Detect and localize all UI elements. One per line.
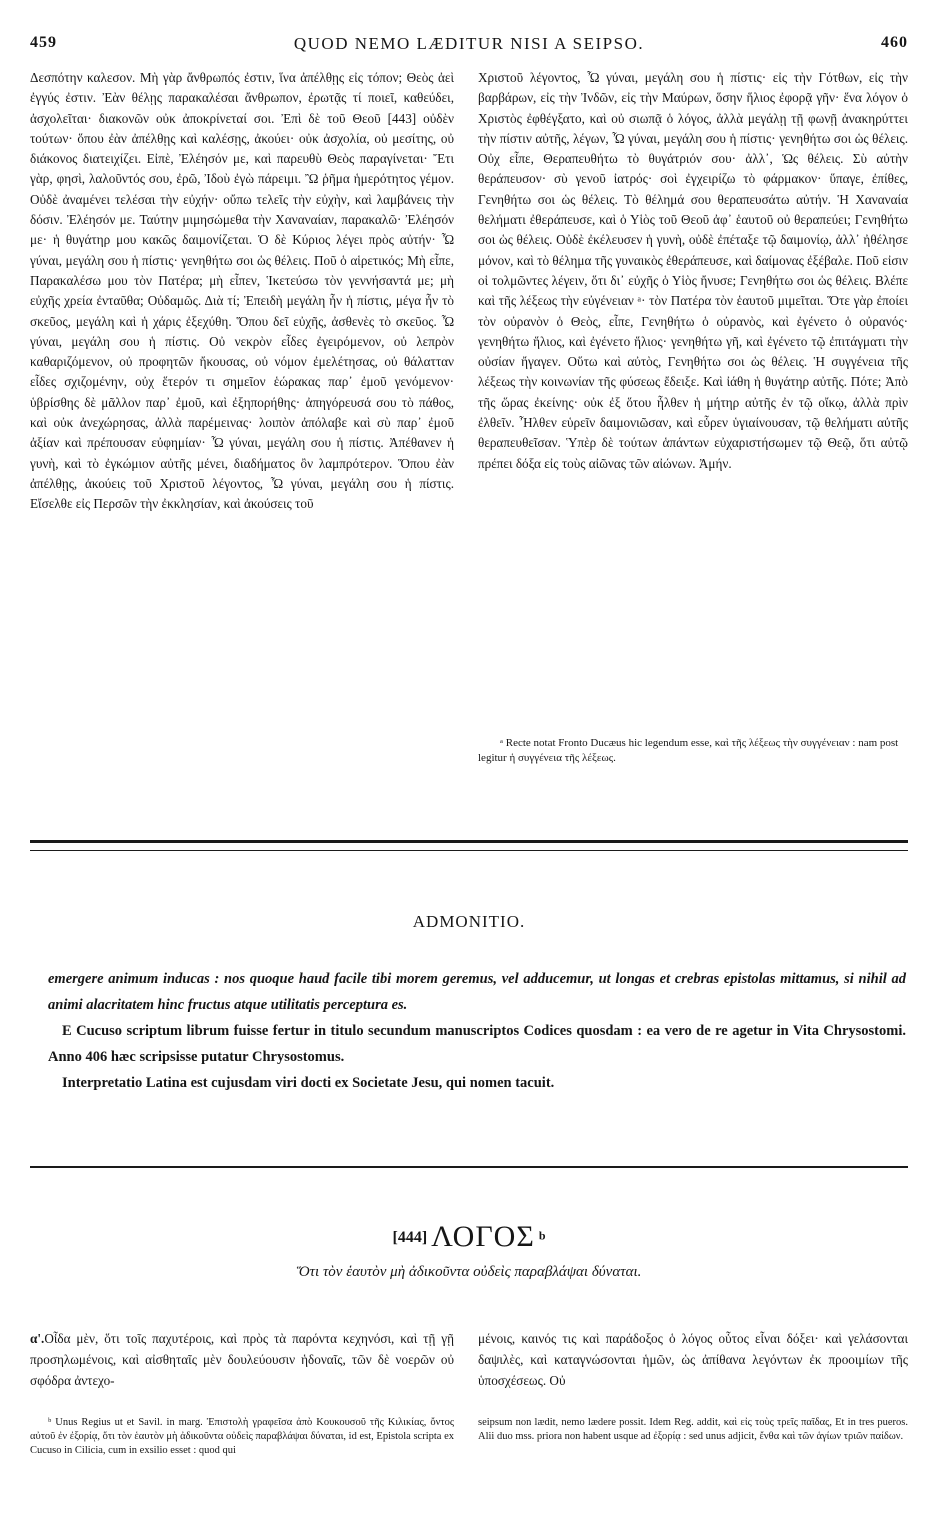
left-column-text: Δεσπότην καλεσον. Μὴ γὰρ ἄνθρωπός ἐστιν, ἵνα ἀπέλθῃς εἰς τόπον; Θεὸς ἀεὶ ἐγγύς ἐστιν. Ἐὰν θέλῃς παρακαλέσαι ἄνθρωπον, ἐρωτᾷς τί ποιεῖ, καθεύδει, ἀσχολεῖται· διακονῶν οὐκ ἀποκρίνεταί σοι. Ἐπὶ δὲ τοῦ Θεοῦ [443] οὐδὲν τούτων· ὅπου ἐὰν ἀπέλθῃς καὶ καλέσῃς, ἀκούει· οὐκ ἀσχολία, οὐ μεσίτης, οὐ διάκονος διατειχίζει. Εἰπὲ, Ἐλέησόν με, καὶ παρευθὺ Θεὸς παραγίνεται· Ἔτι γὰρ, φησὶ, λαλοῦντός σου, ἐρῶ, Ἰδοὺ ἐγὼ πάρειμι. Ὢ ῥῆμα ἡμερότητος γέμον. Οὐδὲ ἀναμένει τελέσαι τὴν εὐχήν· οὔπω τελεῖς τὴν εὐχὴν, καὶ λαμβάνεις τὴν δόσιν. Ἐλέησόν με. Ταύτην μιμησώμεθα τὴν Χαναναίαν, παρακαλῶ· Ἐλέησόν με· ἡ θυγάτηρ μου κακῶς δαιμονίζεται. Ὁ δὲ Κύριος λέγει πρὸς αὐτήν· Ὦ γύναι, μεγάλη σου ἡ πίστις· γενηθήτω σοι ὡς θέλεις. Ποῦ ὁ αἱρετικός; Μὴ εἶπε, Παρακαλέσω μου τὸν Πατέρα; μὴ εἶπεν, Ἱκετεύσω τὸν γεννήσαντά με; μὴ εὐχῆς χρεία ἐνταῦθα; Οὐδαμῶς. Διὰ τί; Ἐπειδὴ μεγάλη ἦν ἡ πίστις, μέγα ἦν τὸ σκεῦος, μεγάλη καὶ ἡ χάρις ἐξεχύθη. Ὅπου δεῖ εὐχῆς, ἀσθενὲς τὸ σκεῦος. Ὦ γύναι, μεγάλη σου ἡ πίστις. Οὐ νεκρὸν εἶδες ἐγειρόμενον, οὐ λεπρὸν καθαριζόμενον, οὐ προφητῶν ἤκουσας, οὐ νόμον ἐμελέτησας, οὐ θάλατταν εἶδες σχιζομένην, οὐχ ἕτερόν τι σημεῖον ἑώρακας παρ᾽ ἐμοῦ γενόμενον· ὑβρίσθης δὲ μᾶλλον παρ᾽ ἐμοῦ, καὶ ἐξηπορήθης· ἀπηγόρευσά σου τὸ πάθος, καὶ οὐκ ἀνεχώρησας, ἀλλὰ παρέμεινας· λοιπὸν ἀπόλαβε καὶ σὺ παρ᾽ ἐμοῦ ἀξίαν καὶ πρέπουσαν εὐφημίαν· Ὦ γύναι, μεγάλη σου ἡ πίστις. Ἀπέθανεν ἡ γυνὴ, καὶ τὸ ἐγκώμιον αὐτῆς μένει, διαδήματος ὂν λαμπρότερον. Ὅπου ἐὰν ἀπέλθῃς, ἀκούεις τοῦ Χριστοῦ λέγοντος, Ὦ γύναι, μεγάλη σου ἡ πίστις. Εἴσελθε εἰς Περσῶν τὴν ἐκκλησίαν, καὶ ἀκούσεις τοῦ [30, 70, 454, 512]
page-number-right: 460 [881, 34, 908, 51]
admonitio-paragraph-1: emergere animum inducas : nos quoque haud facile tibi morem geremus, vel adducemur, ut longas et crebras epistolas mittamus, si nihil ad animi alacritatem hinc fructus atque utilitatis perceptura es. [48, 971, 906, 1013]
section-divider-double [30, 840, 908, 851]
running-title: QUOD NEMO LÆDITUR NISI A SEIPSO. [293, 34, 645, 53]
logos-right-text: μένοις, καινός τις καὶ παράδοξος ὁ λόγος οὗτος εἶναι δόξει· καὶ γελάσονται δαψιλὲς, καὶ καταγνώσονται ἡμῶν, ὡς ἀπίθανα λεγόντων ἐκ προοιμίων τῆς ὑποσχέσεως. Οὐ [478, 1331, 908, 1388]
footnote-a-text: ᵃ Recte notat Fronto Ducæus hic legendum esse, καὶ τῆς λέξεως τὴν συγγένειαν : nam post legitur ἡ συγγένεια τῆς λέξεως. [478, 737, 899, 764]
greek-text-left-column [30, 68, 454, 515]
footnote-b-right-text: seipsum non lædit, nemo lædere possit. Idem Reg. addit, καὶ εἰς τοὺς τρεῖς παῖδας, Et in tres pueros. Alii duo mss. priora non habent usque ad ἐξορίᾳ : sed unus adjicit, ἔνθα καὶ τῶν ἁγίων τριῶν παίδων. [478, 1417, 908, 1442]
logos-left-text: Οἶδα μὲν, ὅτι τοῖς παχυτέροις, καὶ πρὸς τὰ παρόντα κεχηνόσι, καὶ τῇ γῇ προσηλωμένοις, καὶ αἰσθηταῖς μὲν δουλεύουσιν ἡδοναῖς, τῶν δὲ νοερῶν οὐ σφόδρα ἀντεχο- [30, 1331, 454, 1388]
logos-text-left-column [30, 1328, 454, 1391]
logos-page-marker: [444] [392, 1229, 428, 1246]
footnote-b-left-text: ᵇ Unus Regius ut et Savil. in marg. Ἐπιστολὴ γραφεῖσα ἀπὸ Κουκουσοῦ τῆς Κιλικίας, ὄντος αὐτοῦ ἐν ἐξορίᾳ, ὅτι τὸν ἑαυτὸν μὴ ἀδικοῦντα οὐδεὶς παραβλάψαι δύναται, id est, Epistola scripta ex Cucuso in Cilicia, cum in exsilio esset : quod qui [30, 1417, 454, 1456]
logos-title: ΛΟΓΟΣ [431, 1220, 535, 1253]
admonitio-paragraph-3: Interpretatio Latina est cujusdam viri docti ex Societate Jesu, qui nomen tacuit. [62, 1075, 555, 1091]
logos-heading [0, 1220, 938, 1254]
section-number: α'. [30, 1331, 45, 1346]
section-divider [30, 1166, 908, 1168]
logos-left-paragraph [30, 1328, 454, 1391]
admonitio-body [48, 966, 906, 1096]
greek-text-right-column [478, 68, 908, 474]
page-number-left: 459 [30, 34, 57, 51]
admonitio-paragraph-2: E Cucuso scriptum librum fuisse fertur in titulo secundum manuscriptos Codices quosdam : ea vero de re agetur in Vita Chrysostomi. Anno 406 hæc scripsisse putatur Chrysostomus. [48, 1023, 906, 1065]
footnote-b-left [30, 1416, 454, 1458]
footnote-a [478, 736, 908, 765]
footnote-marker-b: b [538, 1228, 546, 1243]
right-column-text: Χριστοῦ λέγοντος, Ὦ γύναι, μεγάλη σου ἡ πίστις· εἰς τὴν Γότθων, εἰς τὴν βαρβάρων, εἰς τὴν Ἰνδῶν, εἰς τὴν Μαύρων, ὅσην ἥλιος ἐφορᾷ γῆν· ἕνα λόγον ὁ Χριστὸς ἐφθέγξατο, καὶ οὐ σιωπᾷ ὁ λόγος, ἀλλὰ μεγάλῃ τῇ φωνῇ ἀνακηρύττει τὴν πίστιν αὐτῆς, λέγων, Ὦ γύναι, μεγάλη σου ἡ πίστις· γενηθήτω σοι ὡς θέλεις. Οὐχ εἶπε, Θεραπευθήτω τὸ θυγάτριόν σου· ἀλλ᾽, Ὡς θέλεις. Σὺ αὐτὴν θεράπευσον· σὺ γενοῦ ἰατρός· σοὶ ἐγχειρίζω τὸ φάρμακον· ὕπαγε, ἐπίθες, Γενηθήτω σοι ὡς θέλεις. Τὸ θέλημά σου θεραπευσάτω αὐτήν. Ἡ Χαναναία θελήματι ἐθεράπευσε, καὶ ὁ Υἱὸς τοῦ Θεοῦ ἀφ᾽ ἑαυτοῦ οὐ θεραπεύει; Γενηθήτω σοι ὡς θέλεις. Οὐδὲ ἐκέλευσεν ἡ γυνὴ, οὐδὲ ἐπέταξε τῷ δαιμονίῳ, ἀλλ᾽ ἠθέλησε μόνον, καὶ τὸ θέλημα τῆς γυναικὸς ἐθεράπευσε, καὶ δαίμονας ἐξέβαλε. Ποῦ εἰσιν οἱ τολμῶντες λέγειν, ὅτι δι᾽ εὐχῆς ὁ Υἱὸς ἤνυσε; Γενηθήτω σοι ὡς θέλεις. Βλέπε καὶ τῆς λέξεως τὴν εὐγένειαν ᵃ· τὸν Πατέρα τὸν ἑαυτοῦ μιμεῖται. Ὅτε γὰρ ἐποίει τὸν οὐρανὸν ὁ Θεὸς, εἶπε, Γενηθήτω ὁ οὐρανὸς, καὶ ἐγένετο ὁ οὐρανός· γενηθήτω ἥλιος, καὶ ἐγένετο ἥλιος· γενηθήτω γῆ, καὶ ἐγένετο τῷ ἐπιτάγματι τὴν οὐσίαν ἤγαγεν. Οὕτω καὶ αὐτὸς, Γενηθήτω σοι ὡς θέλεις. Ἡ συγγένεια τῆς λέξεως τὴν κοινωνίαν τῆς φύσεως ἔδειξε. Καὶ ἰάθη ἡ θυγάτηρ αὐτῆς. Πότε; Ἀπὸ τῆς ὥρας ἐκείνης· οὐκ ἐξ ὅτου ἦλθεν ἡ μήτηρ αὐτῆς ἐν τῷ οἴκῳ, ἀλλὰ πρὶν ἐλθεῖν. Ἦλθεν εὑρεῖν δαιμονιῶσαν, καὶ εὗρεν ὑγιαίνουσαν, τῷ θελήματι αὐτῆς θεραπευθεῖσαν. Ὑπὲρ δὲ τούτων ἁπάντων εὐχαριστήσωμεν τῷ Θεῷ, ὅτι αὐτῷ πρέπει δόξα εἰς τοὺς αἰῶνας τῶν αἰώνων. Ἀμήν. [478, 70, 908, 471]
logos-text-right-column [478, 1328, 908, 1391]
logos-subtitle: Ὅτι τὸν ἑαυτὸν μὴ ἀδικοῦντα οὐδεὶς παραβλάψαι δύναται. [296, 1264, 642, 1280]
page-header [30, 34, 908, 56]
admonitio-heading: ADMONITIO. [412, 912, 526, 931]
footnote-b-right [478, 1416, 908, 1444]
